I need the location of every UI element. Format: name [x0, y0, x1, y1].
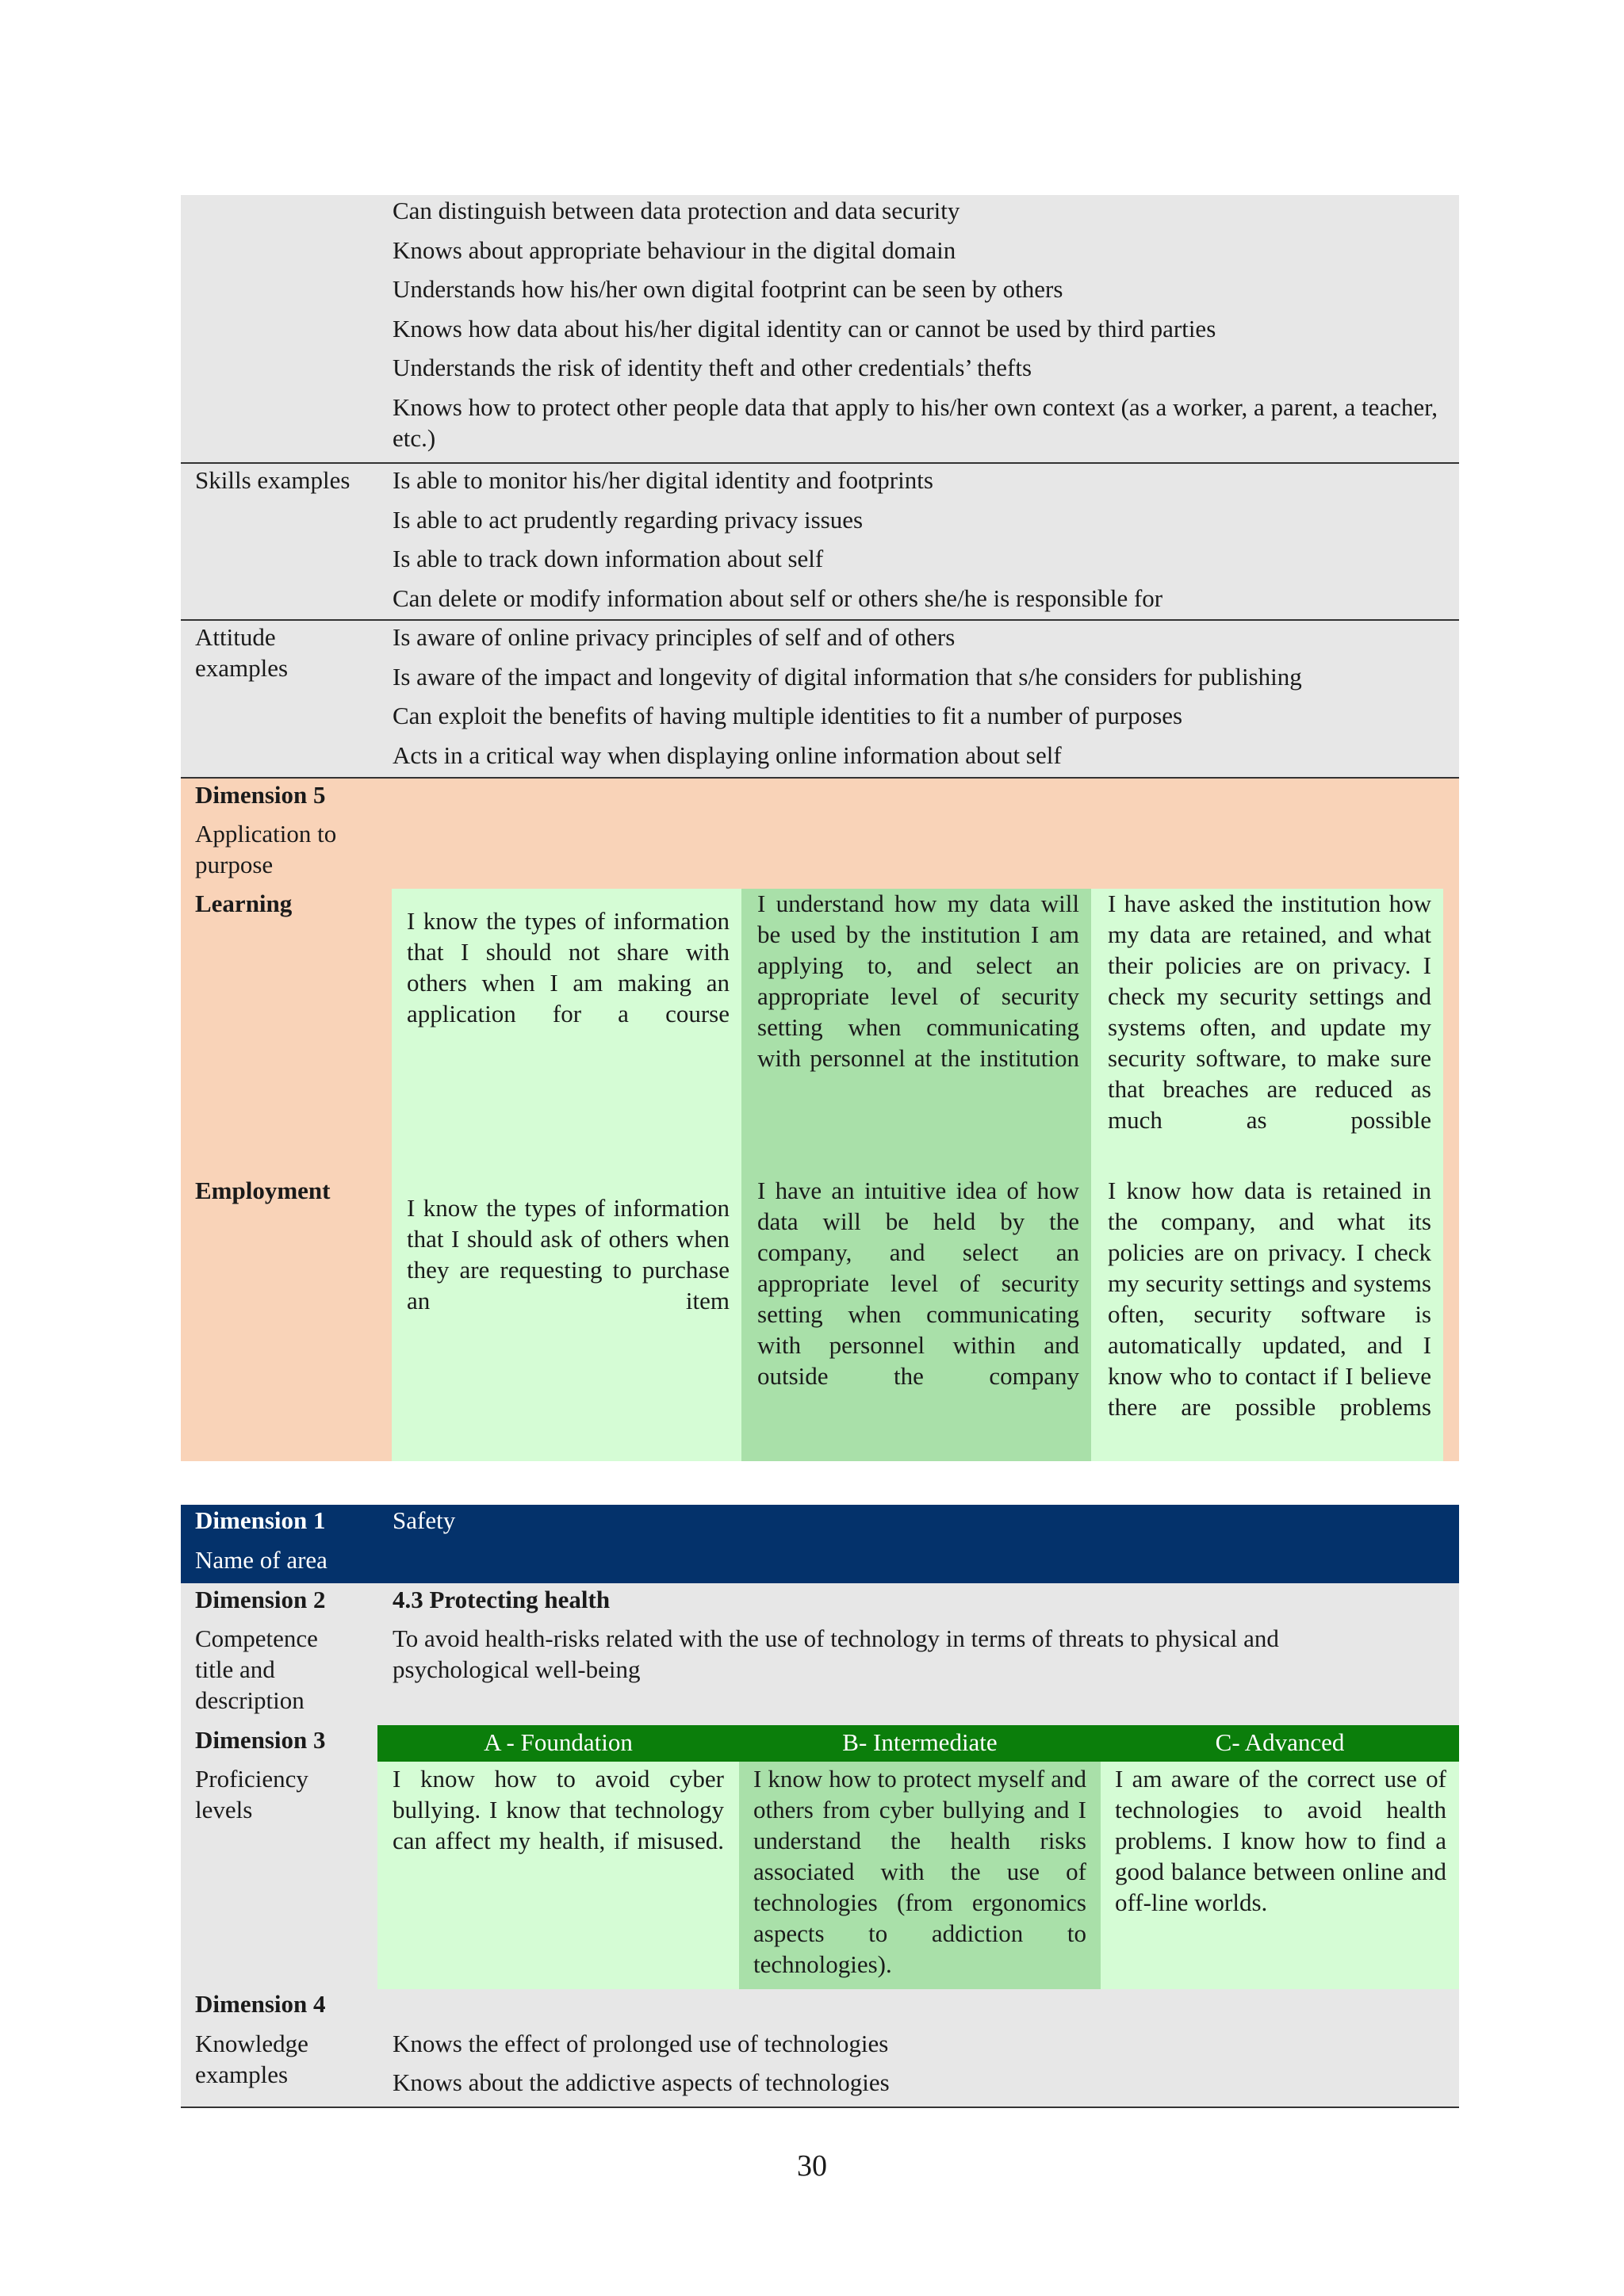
dimension3-sublabel: Proficiency levels — [195, 1765, 308, 1823]
attitude-item: Is aware of the impact and longevity of digital information that s/he considers for publishing — [393, 663, 1302, 691]
competence-description: To avoid health-risks related with the use of technology in terms of threats to physical and psychological well-being — [393, 1624, 1279, 1683]
learning-text-b: I understand how my data will be used by the institution I am applying to, and select an appropriate level of security setting when communicating with personnel at the institution — [757, 890, 1079, 1072]
dimension1-sublabel: Name of area — [195, 1546, 327, 1574]
level-c-heading: C- Advanced — [1215, 1728, 1345, 1756]
dimension1-label: Dimension 1 — [195, 1506, 326, 1534]
knowledge-item: Knows how to protect other people data that apply to his/her own context (as a worker, a parent, a teacher, etc.) — [393, 393, 1438, 452]
row-divider — [181, 462, 1459, 464]
dimension4-label: Dimension 4 — [195, 1990, 326, 2018]
level-c-text: I am aware of the correct use of technologies to avoid health problems. I know how to find a good balance between online and off-line worlds. — [1115, 1765, 1446, 1916]
employment-text-c: I know how data is retained in the company, and what its policies are on privacy. I check my security settings and systems often, security software is automatically updated, and I know who to contact if I believe there are possible problems — [1108, 1177, 1431, 1421]
knowledge-item: Knows about appropriate behaviour in the digital domain — [393, 236, 956, 264]
level-b-heading: B- Intermediate — [842, 1728, 998, 1756]
attitude-item: Can exploit the benefits of having multiple identities to fit a number of purposes — [393, 702, 1183, 729]
skills-item: Is able to track down information about self — [393, 545, 824, 572]
employment-label: Employment — [195, 1177, 331, 1204]
area-name: Safety — [393, 1506, 456, 1534]
skills-label: Skills examples — [195, 466, 350, 494]
level-b-text: I know how to protect myself and others from cyber bullying and I understand the health risks associated with the use of technologies (from ergonomics aspects to addiction to technologies). — [753, 1765, 1086, 1978]
attitude-label: Attitude examples — [195, 623, 289, 682]
page-number: 30 — [797, 2149, 827, 2183]
attitude-item: Is aware of online privacy principles of self and of others — [393, 623, 956, 651]
dimension2-label: Dimension 2 — [195, 1586, 326, 1613]
employment-text-a: I know the types of information that I should ask of others when they are requesting to purchase an item — [407, 1194, 730, 1314]
dimension5-label: Dimension 5 — [195, 781, 326, 809]
knowledge-item: Understands how his/her own digital footprint can be seen by others — [393, 275, 1063, 303]
level-a-text: I know how to avoid cyber bullying. I know that technology can affect my health, if misused. — [393, 1765, 724, 1854]
employment-text-b: I have an intuitive idea of how data will be held by the company, and select an appropriate level of security setting when communicating with personnel within and outside the company — [757, 1177, 1079, 1390]
attitude-item: Acts in a critical way when displaying online information about self — [393, 741, 1062, 769]
knowledge-item: Knows the effect of prolonged use of technologies — [393, 2030, 889, 2057]
dimension2-sublabel: Competence title and description — [195, 1624, 318, 1714]
knowledge-item: Knows how data about his/her digital identity can or cannot be used by third parties — [393, 315, 1216, 342]
table-bottom-border — [181, 2107, 1459, 2108]
knowledge-item: Can distinguish between data protection and data security — [393, 197, 960, 224]
skills-item: Is able to monitor his/her digital identity and footprints — [393, 466, 933, 494]
learning-text-a: I know the types of information that I should not share with others when I am making an application for a course — [407, 907, 730, 1027]
competence-title: 4.3 Protecting health — [393, 1586, 611, 1613]
skills-item: Can delete or modify information about self or others she/he is responsible for — [393, 584, 1163, 612]
knowledge-item: Knows about the addictive aspects of technologies — [393, 2068, 890, 2096]
skills-item: Is able to act prudently regarding privacy issues — [393, 506, 864, 534]
level-a-heading: A - Foundation — [484, 1728, 633, 1756]
dimension3-label: Dimension 3 — [195, 1726, 326, 1754]
learning-label: Learning — [195, 890, 293, 917]
knowledge-item: Understands the risk of identity theft and other credentials’ thefts — [393, 354, 1032, 381]
row-divider — [181, 619, 1459, 621]
dimension5-sublabel: Application to purpose — [195, 820, 337, 878]
dimension4-sublabel: Knowledge examples — [195, 2030, 308, 2088]
learning-text-c: I have asked the institution how my data are retained, and what their policies are on privacy. I check my security settings and systems often, and update my security software, to make sure that breaches are reduced as much as possible — [1108, 890, 1431, 1134]
